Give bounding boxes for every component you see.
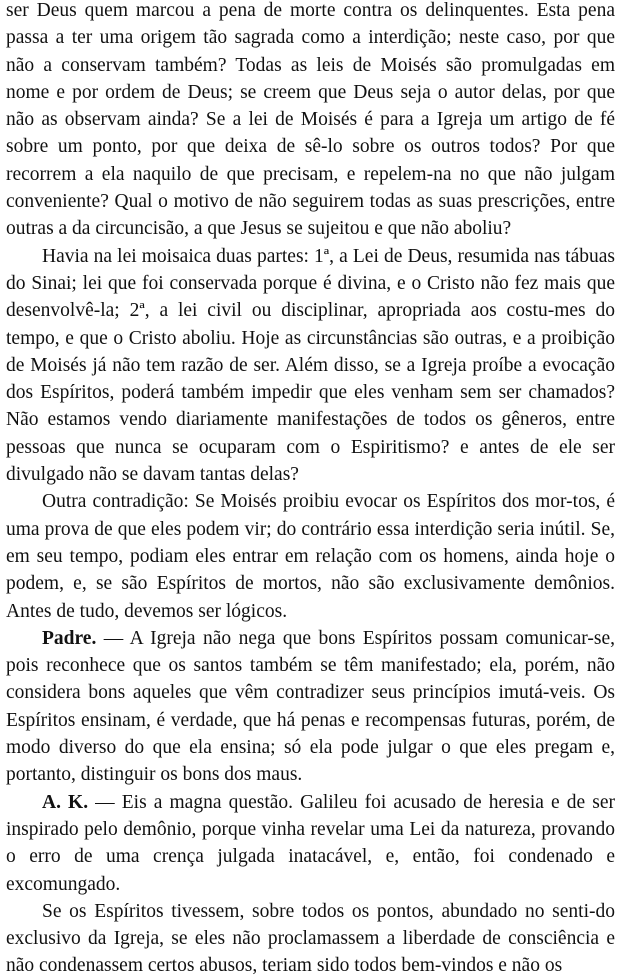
paragraph-text: ser Deus quem marcou a pena de morte contra os delinquentes. Esta pena passa a ter uma origem tão sagrada como a interdição; neste caso, por que não a conservam também? Todas as leis de Moisés são promulgadas em nome e por ordem de Deus; se creem que Deus seja o autor delas, por que não as observam ainda? Se a lei de Moisés é para a Igreja um artigo de fé sobre um ponto, por que deixa de sê-lo sobre os outros todos? Por que recorrem a ela naquilo de que precisam, e repelem-na no que não julgam conveniente? Qual o motivo de não seguirem todas as suas prescrições, entre outras a da circuncisão, a que Jesus se sujeitou e que não aboliu? <box>6 0 615 240</box>
paragraph-text: Se os Espíritos tivessem, sobre todos os pontos, abundado no senti-do exclusivo da Igreja, se eles não proclamassem a liberdade de consciência e não condenassem certos abusos, teriam sido todos bem-vindos e não os <box>6 900 615 977</box>
paragraph-moisaic-law <box>6 243 615 489</box>
paragraph-text: — Eis a magna questão. Galileu foi acusado de heresia e de ser inspirado pelo demônio, porque vinha revelar uma Lei da natureza, provando o erro de uma crença julgada inatacável, e, então, foi condenado e excomungado. <box>6 791 615 895</box>
paragraph-text: — A Igreja não nega que bons Espíritos possam comunicar-se, pois reconhece que os santos também se têm manifestado; ela, porém, não considera bons aqueles que vêm contradizer seus princípios imutá-veis. Os Espíritos ensinam, é verdade, que há penas e recompensas futuras, porém, de modo diverso do que ela ensina; só ela pode julgar o que eles pregam e, portanto, distinguir os bons dos maus. <box>6 627 615 786</box>
paragraph-text: Havia na lei moisaica duas partes: 1ª, a Lei de Deus, resumida nas tábuas do Sinai; lei que foi conservada porque é divina, e o Cristo não fez mais que desenvolvê-la; 2ª, a lei civil ou disciplinar, apropriada aos costu-mes do tempo, e que o Cristo aboliu. Hoje as circunstâncias são outras, e a proibição de Moisés já não tem razão de ser. Além disso, se a Igreja proíbe a evocação dos Espíritos, poderá também impedir que eles venham sem ser chamados? Não estamos vendo diariamente manifestações de todos os gêneros, entre pessoas que nunca se ocuparam com o Espiritismo? e antes de ele ser divulgado não se davam tantas delas? <box>6 245 615 486</box>
paragraph-spirits <box>6 898 615 980</box>
paragraph-ak <box>6 789 615 898</box>
speaker-label: A. K. <box>42 791 89 813</box>
paragraph-contradiction <box>6 488 615 624</box>
paragraph-text: Outra contradição: Se Moisés proibiu evocar os Espíritos dos mor-tos, é uma prova de que eles podem vir; do contrário essa interdição seria inútil. Se, em seu tempo, podiam eles entrar em relação com os homens, ainda hoje o podem, e, se são Espíritos de mortos, não são exclusivamente demônios. Antes de tudo, devemos ser lógicos. <box>6 491 615 622</box>
paragraph-continuation <box>6 0 615 243</box>
paragraph-padre <box>6 625 615 789</box>
speaker-label: Padre. <box>42 627 97 649</box>
